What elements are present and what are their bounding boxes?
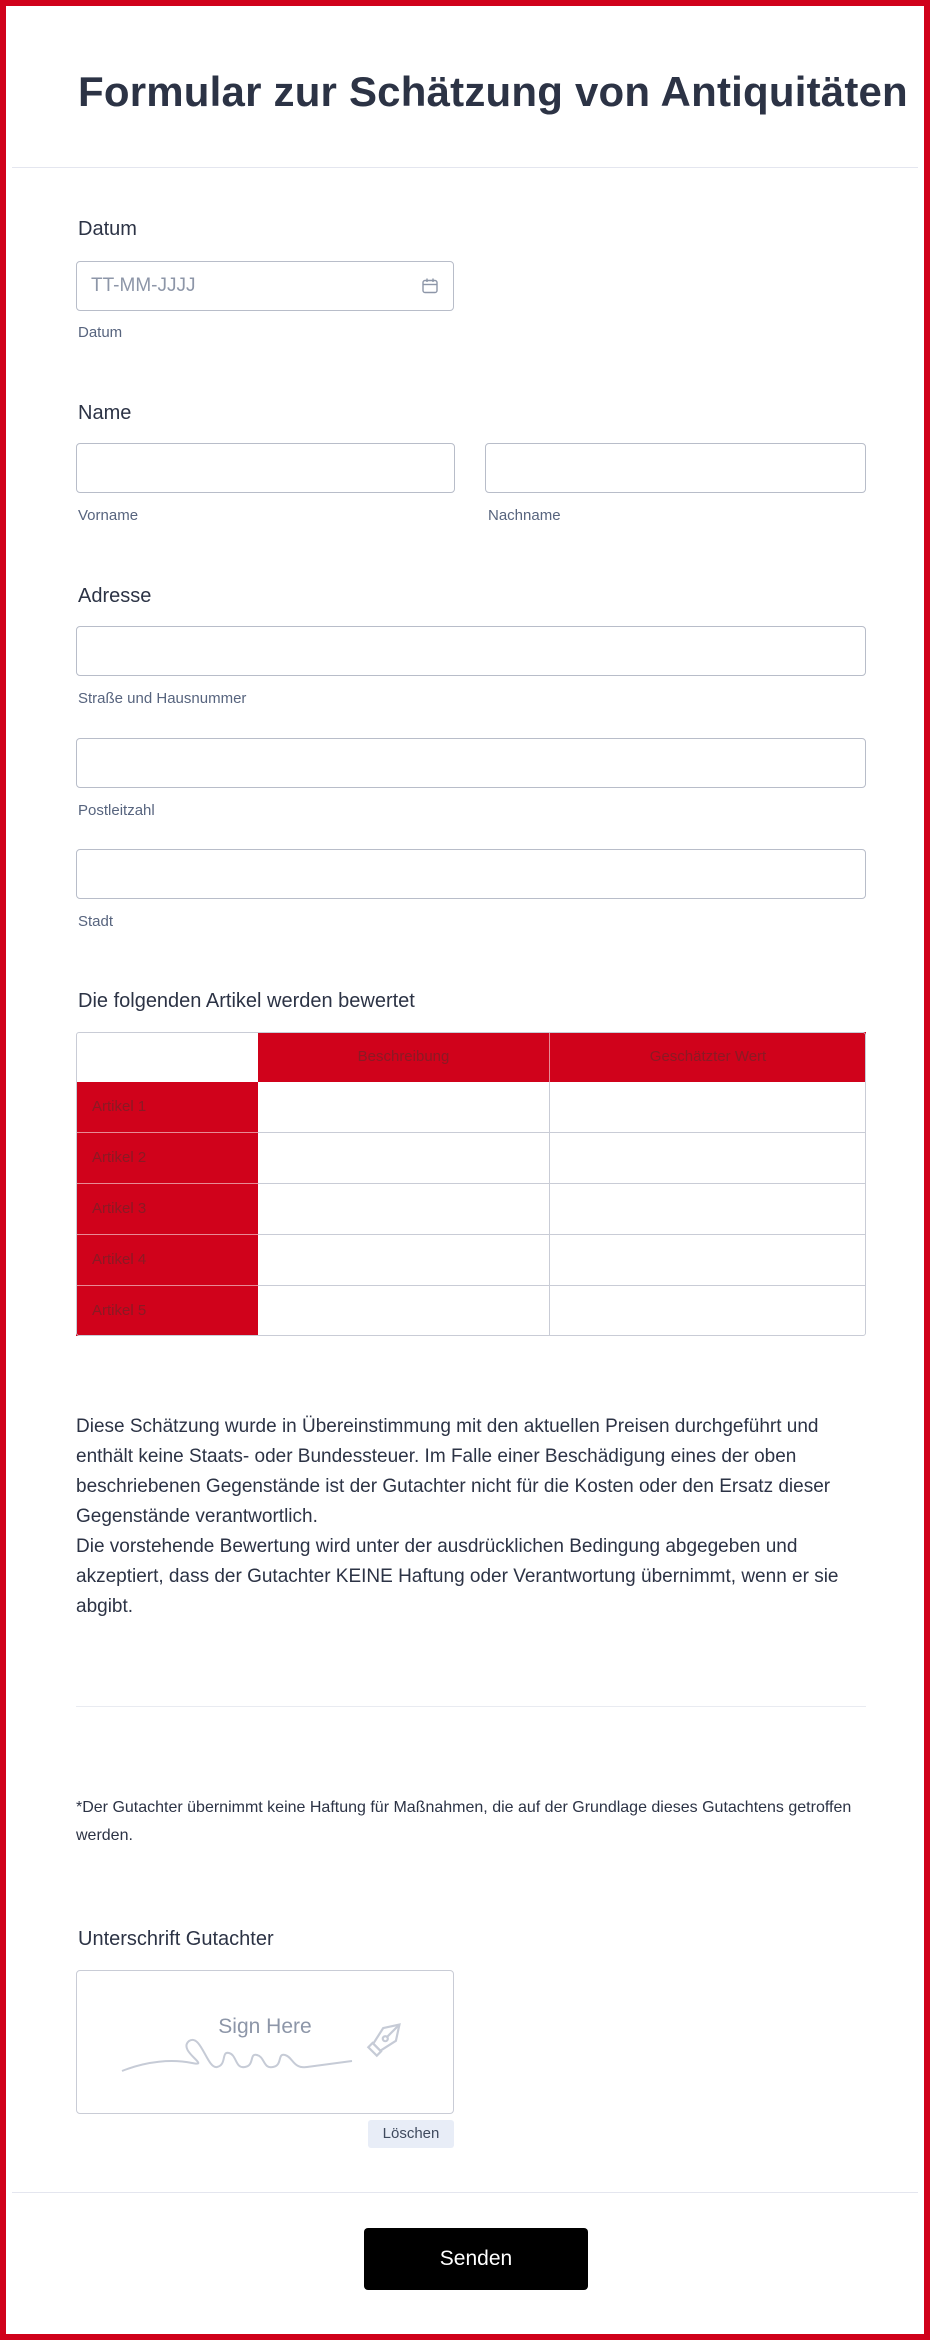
street-input[interactable]	[76, 626, 866, 676]
name-label: Name	[78, 402, 132, 424]
date-label: Datum	[78, 218, 137, 240]
zip-sublabel: Postleitzahl	[78, 802, 155, 819]
grid-cell-value[interactable]	[550, 1235, 866, 1286]
signature-label: Unterschrift Gutachter	[78, 1928, 274, 1950]
date-sublabel: Datum	[78, 324, 123, 341]
grid-cell-value[interactable]	[550, 1082, 866, 1133]
section-divider	[76, 1706, 866, 1707]
column-header-value: Geschätzter Wert	[550, 1032, 866, 1082]
grid-cell-value[interactable]	[550, 1184, 866, 1235]
street-sublabel: Straße und Hausnummer	[78, 690, 247, 707]
items-label: Die folgenden Artikel werden bewertet	[78, 990, 415, 1012]
last-name-sublabel: Nachname	[488, 507, 561, 524]
city-input[interactable]	[76, 849, 866, 899]
city-sublabel: Stadt	[78, 913, 114, 930]
zip-input[interactable]	[76, 738, 866, 788]
column-header-description: Beschreibung	[258, 1032, 550, 1082]
disclaimer-text	[76, 1412, 876, 1622]
signature-placeholder: Sign Here	[218, 2015, 312, 2038]
date-input[interactable]	[76, 261, 454, 311]
liability-note: *Der Gutachter übernimmt keine Haftung für Maßnahmen, die auf der Grundlage dieses Gutachtens getroffen werden.	[76, 1799, 852, 1844]
date-placeholder: TT-MM-JJJJ	[91, 275, 196, 296]
calendar-icon[interactable]	[421, 277, 439, 295]
first-name-input[interactable]	[76, 443, 455, 493]
grid-cell-description[interactable]	[258, 1133, 550, 1184]
grid-cell-description[interactable]	[258, 1286, 550, 1336]
grid-cell-value[interactable]	[550, 1286, 866, 1336]
disclaimer-paragraph-2: Die vorstehende Bewertung wird unter der ausdrücklichen Bedingung abgegeben und akzeptiert, dass der Gutachter KEINE Haftung oder Verantwortung übernimmt, wenn er sie abgibt.	[76, 1536, 839, 1617]
form-header	[12, 12, 918, 168]
grid-cell-description[interactable]	[258, 1184, 550, 1235]
footer-divider	[12, 2192, 918, 2193]
address-label: Adresse	[78, 585, 152, 607]
grid-cell-value[interactable]	[550, 1133, 866, 1184]
last-name-input[interactable]	[485, 443, 866, 493]
pen-nib-icon	[361, 2013, 411, 2063]
disclaimer-paragraph-1: Diese Schätzung wurde in Übereinstimmung mit den aktuellen Preisen durchgeführt und enthält keine Staats- oder Bundessteuer. Im Falle einer Beschädigung eines der oben beschriebenen Gegenstände ist der Gutachter nicht für die Kosten oder den Ersatz dieser Gegenstände verantwortlich.	[76, 1416, 831, 1527]
row-label: Artikel 5	[76, 1286, 258, 1336]
submit-button[interactable]: Senden	[364, 2228, 588, 2290]
items-grid	[76, 1032, 866, 1336]
clear-signature-button[interactable]: Löschen	[368, 2120, 454, 2148]
row-label: Artikel 3	[76, 1184, 258, 1235]
grid-cell-description[interactable]	[258, 1235, 550, 1286]
row-label: Artikel 2	[76, 1133, 258, 1184]
row-label: Artikel 1	[76, 1082, 258, 1133]
signature-pad[interactable]	[76, 1970, 454, 2114]
first-name-sublabel: Vorname	[78, 507, 139, 524]
form-title: Formular zur Schätzung von Antiquitäten	[78, 68, 908, 115]
row-label: Artikel 4	[76, 1235, 258, 1286]
grid-cell-description[interactable]	[258, 1082, 550, 1133]
